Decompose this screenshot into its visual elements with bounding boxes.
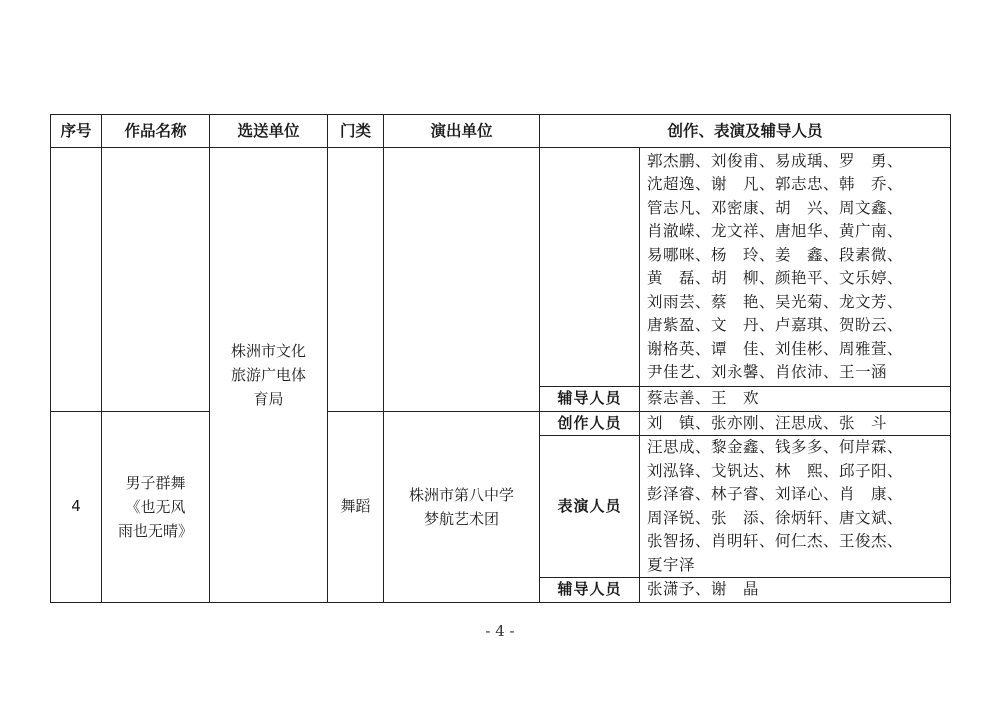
selecting-unit-cell — [210, 148, 328, 603]
prev-seq-cell — [51, 148, 102, 412]
name-line: 易哪咪、杨 玲、姜 鑫、段素微、 — [647, 245, 904, 264]
name-line: 刘雨芸、蔡 艳、吴光菊、龙文芳、 — [647, 292, 904, 311]
name-line: 郭杰鹏、刘俊甫、易成瑀、罗 勇、 — [647, 151, 904, 170]
name-line: 谢格英、谭 佳、刘佳彬、周雅萱、 — [647, 339, 904, 358]
selecting-unit-line: 育局 — [253, 389, 284, 408]
entry4-creator-role: 创作人员 — [540, 411, 640, 436]
entry4-performer-cell — [384, 411, 540, 602]
prev-title-cell — [102, 148, 210, 412]
entry4-seq: 4 — [51, 411, 102, 602]
name-line: 沈超逸、谢 凡、郭志忠、韩 乔、 — [647, 175, 904, 193]
header-title: 作品名称 — [102, 115, 210, 148]
selecting-unit-line: 旅游广电体 — [230, 365, 306, 384]
entry4-advisor-role: 辅导人员 — [540, 578, 640, 603]
name-line: 夏宇泽 — [647, 555, 696, 574]
prev-performer-cell — [384, 148, 540, 412]
entry4-category: 舞蹈 — [328, 411, 384, 602]
prev-advisor-role: 辅导人员 — [540, 387, 640, 412]
name-line: 黄 磊、胡 柳、颜艳平、文乐婷、 — [647, 269, 904, 287]
name-line: 唐紫盈、文 丹、卢嘉琪、贺盼云、 — [647, 316, 904, 334]
table-row-entry4-creators — [51, 411, 951, 436]
name-line: 张智扬、肖明轩、何仁杰、王俊杰、 — [647, 532, 904, 550]
entry4-advisor-names: 张潇予、谢 晶 — [640, 578, 951, 603]
header-row — [51, 115, 951, 148]
name-line: 肖澈嵘、龙文祥、唐旭华、黄广南、 — [647, 222, 904, 240]
selecting-unit-line: 株洲市文化 — [230, 341, 306, 360]
header-performer: 演出单位 — [384, 115, 540, 148]
entry4-title-line: 雨也无晴》 — [117, 521, 193, 540]
name-line: 周泽锐、张 添、徐炳轩、唐文斌、 — [647, 508, 904, 527]
entry4-creator-names: 刘 镇、张亦刚、汪思成、张 斗 — [640, 411, 951, 436]
header-category: 门类 — [328, 115, 384, 148]
prev-performer-names — [640, 148, 951, 387]
entry4-perf-names — [640, 436, 951, 578]
name-line: 管志凡、邓密康、胡 兴、周文鑫、 — [647, 198, 904, 217]
page-number: - 4 - — [485, 622, 515, 640]
name-line: 刘泓锋、戈钒达、林 熙、邱子阳、 — [647, 461, 904, 480]
entry4-title-cell — [102, 411, 210, 602]
award-table — [50, 114, 951, 603]
prev-category-cell — [328, 148, 384, 412]
entry4-title-line: 男子群舞 — [125, 473, 186, 492]
entry4-perf-role: 表演人员 — [540, 436, 640, 578]
header-unit: 选送单位 — [210, 115, 328, 148]
header-staff: 创作、表演及辅导人员 — [540, 115, 951, 148]
entry4-performer-line: 梦航艺术团 — [423, 509, 499, 528]
name-line: 尹佳艺、刘永馨、肖依沛、王一涵 — [647, 363, 888, 381]
name-line: 彭泽睿、林子睿、刘译心、肖 康、 — [647, 485, 904, 503]
entry4-performer-line: 株洲市第八中学 — [408, 485, 514, 504]
name-line: 汪思成、黎金鑫、钱多多、何岸霖、 — [647, 438, 904, 456]
table-row-cont-performers — [51, 148, 951, 387]
prev-role-cell — [540, 148, 640, 387]
header-seq: 序号 — [51, 115, 102, 148]
entry4-title-line: 《也无风 — [125, 497, 186, 516]
prev-advisor-names: 蔡志善、王 欢 — [640, 387, 951, 412]
